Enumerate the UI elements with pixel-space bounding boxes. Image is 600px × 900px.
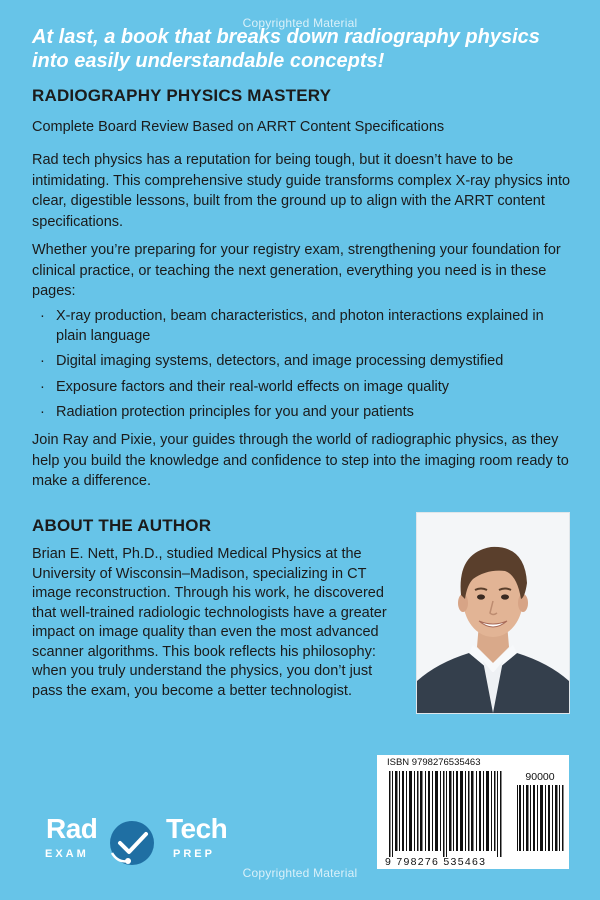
watermark-top: Copyrighted Material	[242, 16, 358, 30]
bullet-icon: ·	[40, 308, 45, 324]
list-item	[40, 352, 570, 372]
topics-list	[40, 307, 570, 429]
book-subtitle: Complete Board Review Based on ARRT Content Specifications	[32, 119, 445, 135]
author-photo	[416, 512, 570, 714]
audience-paragraph: Whether you’re preparing for your registry exam, strengthening your foundation for clinical practice, or teaching the next generation, everything you need is in these pages:	[32, 242, 561, 299]
logo-word-exam: EXAM	[45, 848, 89, 860]
list-item-text: Radiation protection principles for you and your patients	[56, 404, 414, 420]
bullet-icon: ·	[40, 378, 45, 395]
book-title: RADIOGRAPHY PHYSICS MASTERY	[32, 86, 332, 105]
logo-word-tech: Tech	[166, 813, 228, 844]
intro-paragraph: Rad tech physics has a reputation for being tough, but it doesn’t have to be intimidating. This comprehensive study guide transforms complex X-ray physics into clear, digestible lessons, built from the ground up to align with the ARRT content specifications.	[32, 152, 571, 230]
tagline: At last, a book that breaks down radiography physics into easily understandable concepts!	[32, 26, 540, 72]
logo-word-prep: PREP	[173, 848, 215, 860]
list-item-text: X-ray production, beam characteristics, and photon interactions explained in plain language	[56, 308, 544, 344]
author-portrait-icon	[417, 513, 569, 713]
list-item	[40, 307, 570, 346]
author-bio: Brian E. Nett, Ph.D., studied Medical Physics at the University of Wisconsin–Madison, specializing in CT image reconstruction. Through his work, he discovered that well-trained radiologic technologists have a greater impact on image quality than even the most advanced scanner algorithms. This book reflects his philosophy: when you truly understand the physics, you don’t just pass the exam, you become a better technologist.	[32, 546, 387, 699]
isbn-label: ISBN 9798276535463	[387, 757, 481, 768]
bullet-icon: ·	[40, 404, 45, 420]
closing-paragraph: Join Ray and Pixie, your guides through the world of radiographic physics, as they help you build the knowledge and confidence to step into the imaging room ready to make a difference.	[32, 432, 569, 489]
watermark-bottom: Copyrighted Material	[242, 866, 358, 880]
barcode-digits: 9 798276 535463	[385, 856, 487, 868]
radtech-exam-prep-logo	[36, 813, 232, 867]
list-item	[40, 378, 570, 398]
list-item-text: Digital imaging systems, detectors, and image processing demystified	[56, 353, 504, 369]
logo-word-rad: Rad	[46, 813, 98, 844]
list-item	[40, 403, 570, 423]
isbn-barcode	[377, 755, 569, 869]
barcode-price-code: 90000	[525, 771, 555, 783]
about-author-heading: ABOUT THE AUTHOR	[32, 516, 212, 535]
bullet-icon: ·	[40, 353, 45, 369]
list-item-text: Exposure factors and their real-world effects on image quality	[56, 378, 450, 395]
stethoscope-check-icon	[102, 819, 162, 867]
